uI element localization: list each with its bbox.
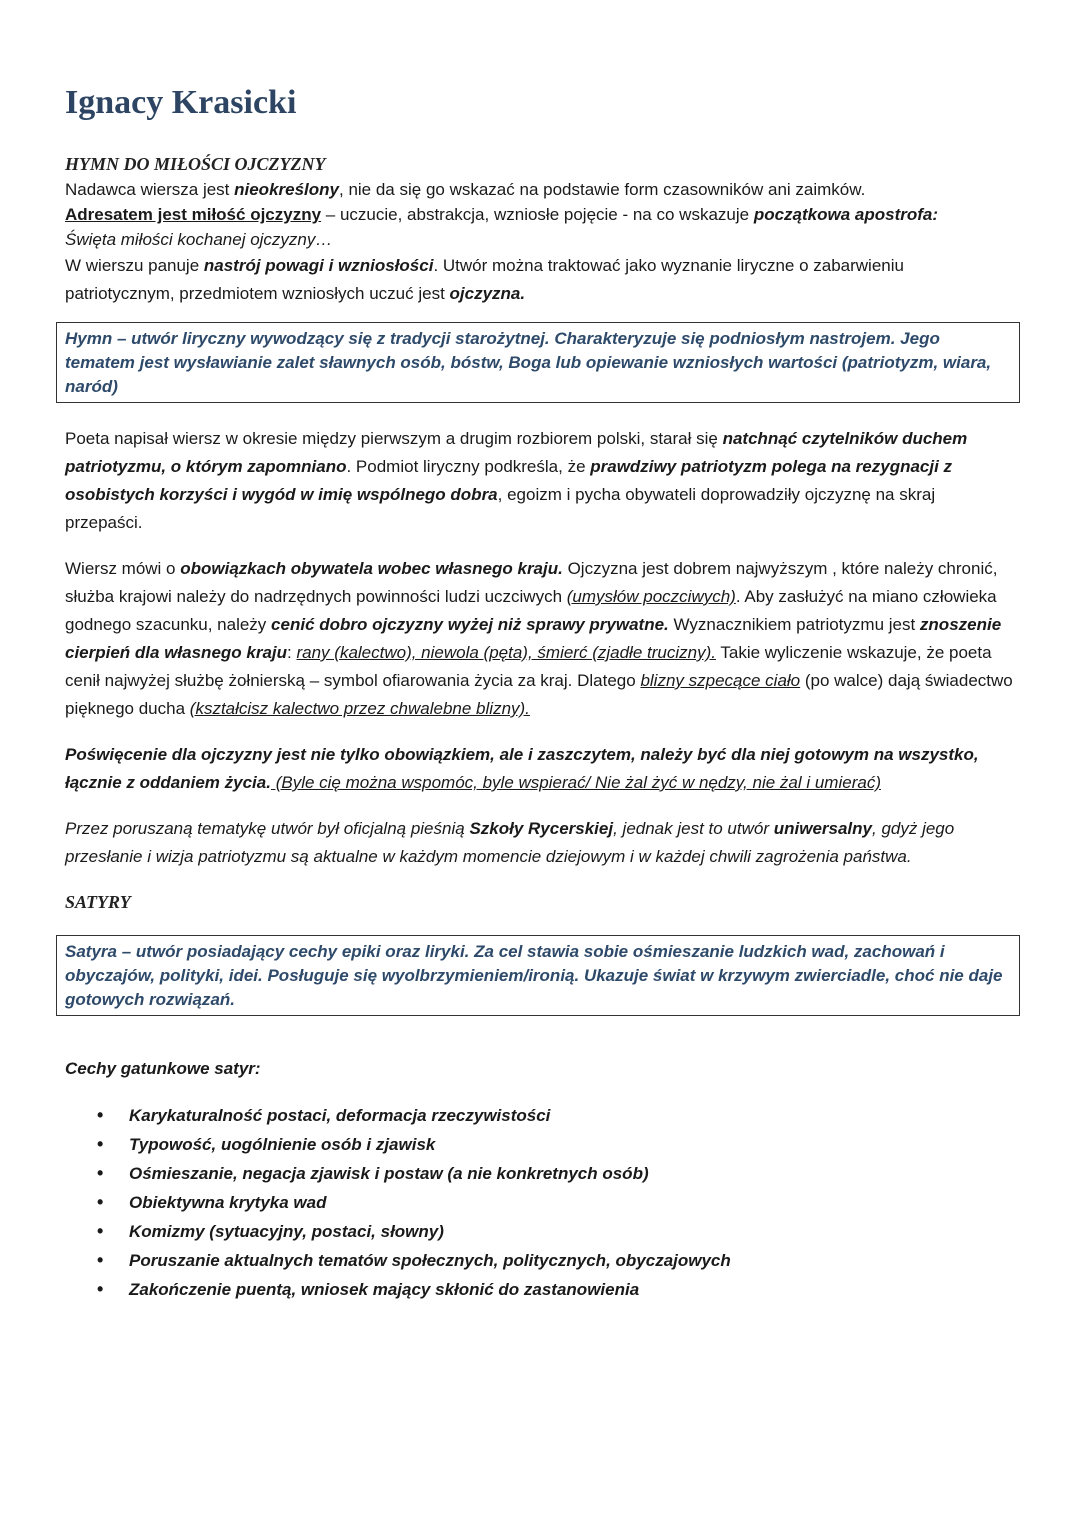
- text-emphasis: Szkoły Rycerskiej: [469, 819, 614, 838]
- text-run: . Podmiot liryczny podkreśla, że: [346, 457, 591, 476]
- list-item: • Karykaturalność postaci, deformacja rzeczywistości: [65, 1101, 1015, 1130]
- text-run: Nadawca wiersza jest: [65, 180, 235, 199]
- text-run: Poeta napisał wiersz w okresie między pierwszym a drugim rozbiorem polski, starał się: [65, 429, 723, 448]
- text-run: W wierszu panuje: [65, 256, 204, 275]
- text-emphasis: natchnąć czytelników duchem patriotyzmu, o którym zapomniano: [65, 429, 968, 476]
- text-run: . Aby zasłużyć na miano człowieka godnego szacunku, należy: [65, 587, 997, 634]
- text-emphasis: początkowa apostrofa:: [753, 205, 939, 224]
- text-run: Ojczyzna jest dobrem najwyższym , które należy chronić, służba krajowi należy do nadrzędnych powinności ludzi uczciwych: [65, 559, 998, 606]
- text-emphasis: obowiązkach obywatela wobec własnego kraju.: [180, 559, 563, 578]
- page-title: Ignacy Krasicki: [65, 84, 297, 121]
- text-run: (po walce) dają świadectwo pięknego ducha: [65, 671, 1013, 718]
- list-item: • Obiektywna krytyka wad: [65, 1188, 1015, 1217]
- satires-heading: SATYRY: [65, 892, 131, 912]
- text-emphasis: nieokreślony: [234, 180, 339, 199]
- text-underlined: (kształcisz kalectwo przez chwalebne blizny).: [189, 699, 530, 718]
- list-item: • Ośmieszanie, negacja zjawisk i postaw (a nie konkretnych osób): [65, 1159, 1015, 1188]
- text-run: , egoizm i pycha obywateli doprowadziły ojczyznę na skraj przepaści.: [65, 485, 936, 532]
- satire-definition-box: Satyra – utwór posiadający cechy epiki oraz liryki. Za cel stawia sobie ośmieszanie ludzkich wad, zachowań i obyczajów, polityki, idei. Posługuje się wyolbrzymieniem/ironią. Ukazuje świat w krzywym zwierciadle, choć nie daje gotowych rozwiązań.: [56, 935, 1020, 1016]
- text-run: :: [287, 643, 297, 662]
- text-emphasis: Poświęcenie dla ojczyzny jest nie tylko obowiązkiem, ale i zaszczytem, należy być dla niej gotowym na wszystko, łącznie z oddaniem życia.: [65, 745, 979, 792]
- text-underlined: rany (kalectwo), niewola (pęta), śmierć (zjadłe trucizny).: [296, 643, 716, 662]
- list-item: • Zakończenie puentą, wniosek mający skłonić do zastanowienia: [65, 1275, 1015, 1304]
- hymn-definition-box: Hymn – utwór liryczny wywodzący się z tradycji starożytnej. Charakteryzuje się podniosłym nastrojem. Jego tematem jest wysławianie zalet sławnych osób, bóstw, Boga lub opiewanie wzniosłych wartości (patriotyzm, wiara, naród): [56, 322, 1020, 403]
- hymn-paragraph-universal: [65, 815, 1015, 871]
- text-emphasis: uniwersalny: [773, 819, 872, 838]
- text-emphasis: prawdziwy patriotyzm polega na rezygnacji z osobistych korzyści i wygód w imię wspólnego dobra: [65, 457, 953, 504]
- text-emphasis: ojczyzna.: [449, 284, 526, 303]
- list-item: • Poruszanie aktualnych tematów społecznych, politycznych, obyczajowych: [65, 1246, 1015, 1275]
- list-item: • Komizmy (sytuacyjny, postaci, słowny): [65, 1217, 1015, 1246]
- hymn-intro: [65, 151, 1015, 308]
- text-emphasis: znoszenie cierpień dla własnego kraju: [65, 615, 1002, 662]
- text-underlined: (umysłów poczciwych): [566, 587, 736, 606]
- text-underlined: Adresatem jest miłość ojczyzny: [65, 205, 322, 224]
- text-run: Wyznacznikiem patriotyzmu jest: [668, 615, 920, 634]
- text-emphasis: cenić dobro ojczyzny wyżej niż sprawy prywatne.: [271, 615, 669, 634]
- text-underlined: (Byle cię można wspomóc, byle wspierać/ Nie żal żyć w nędzy, nie żal i umierać): [270, 773, 881, 792]
- list-item: • Typowość, uogólnienie osób i zjawisk: [65, 1130, 1015, 1159]
- hymn-paragraph-duties: [65, 555, 1015, 723]
- hymn-paragraph-sacrifice: [65, 741, 1015, 797]
- text-emphasis: nastrój powagi i wzniosłości: [203, 256, 434, 275]
- hymn-paragraph-addressee: [65, 202, 1015, 227]
- text-run: Takie wyliczenie wskazuje, że poeta cenił najwyżej służbę żołnierską – symbol ofiarowania życia za kraj. Dlatego: [65, 643, 992, 690]
- hymn-paragraph-context: [65, 425, 1015, 537]
- hymn-paragraph-sender: [65, 177, 1015, 202]
- text-run: , nie da się go wskazać na podstawie form czasowników ani zaimków.: [339, 180, 866, 199]
- features-list: [65, 1101, 1015, 1304]
- hymn-heading: HYMN DO MIŁOŚCI OJCZYZNY: [65, 154, 326, 174]
- text-run: Wiersz mówi o: [65, 559, 181, 578]
- hymn-quote: Święta miłości kochanej ojczyzny…: [65, 230, 333, 249]
- features-list-container: [65, 1101, 1015, 1304]
- features-heading: Cechy gatunkowe satyr:: [65, 1059, 261, 1078]
- text-run: . Utwór można traktować jako wyznanie liryczne o zabarwieniu patriotycznym, przedmiotem wzniosłych uczuć jest: [65, 256, 904, 303]
- text-run: – uczucie, abstrakcja, wzniosłe pojęcie - na co wskazuje: [321, 205, 754, 224]
- hymn-paragraph-mood: [65, 252, 1015, 308]
- text-underlined: blizny szpecące ciało: [640, 671, 801, 690]
- text-run: , gdyż jego przesłanie i wizja patriotyzmu są aktualne w każdym momencie dziejowym i w każdej chwili zagrożenia państwa.: [65, 819, 955, 866]
- text-run: , jednak jest to utwór: [613, 819, 774, 838]
- text-run: Przez poruszaną tematykę utwór był oficjalną pieśnią: [65, 819, 470, 838]
